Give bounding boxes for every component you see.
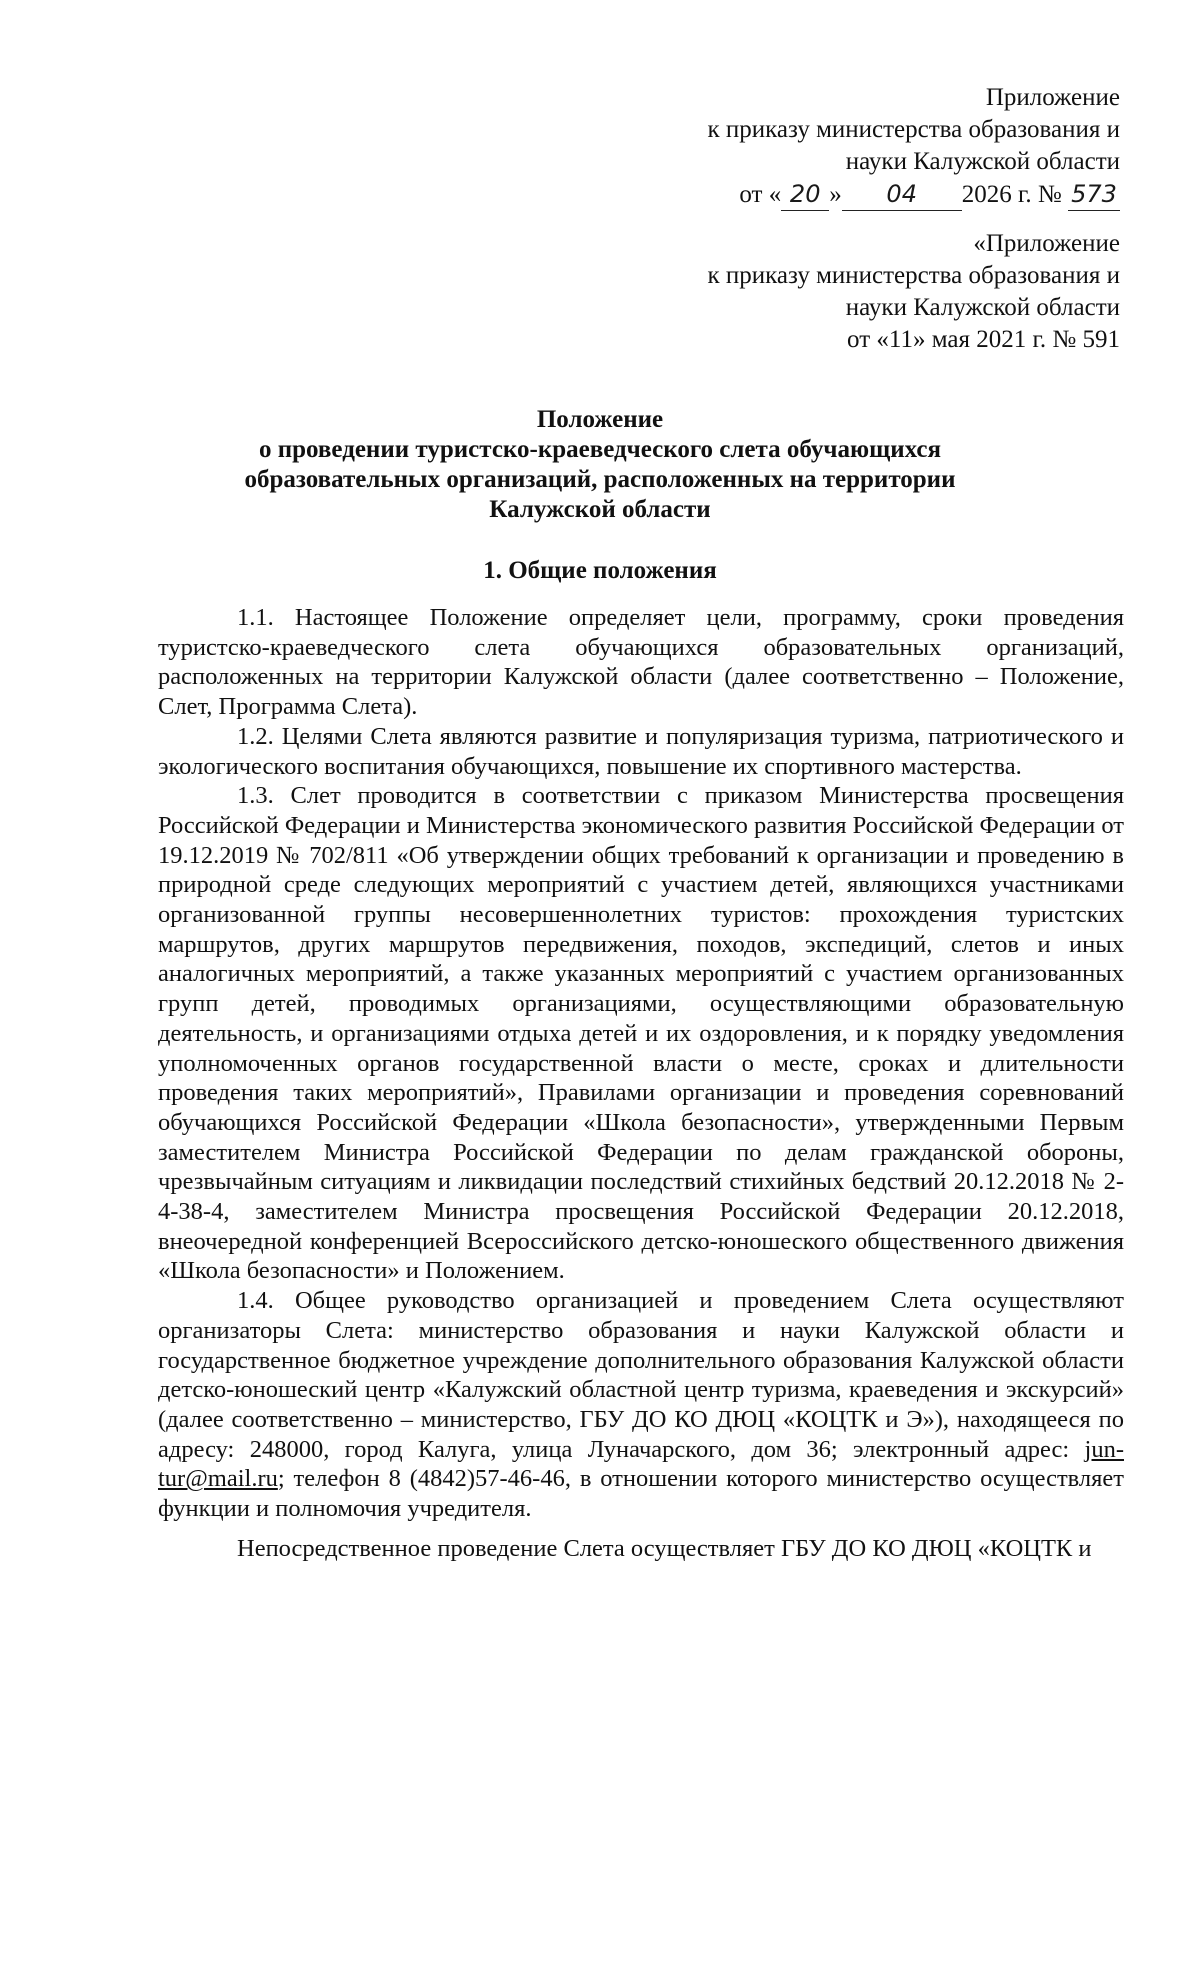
date-year: 2026 г. № [961, 181, 1062, 208]
paragraph-1-4-text-end: ; телефон 8 (4842)57-46-46, в отношении которого министерство осуществляет функции и полномочия учредителя. [158, 1465, 1124, 1523]
appendix-order-line: к приказу министерства образования и [707, 262, 1120, 289]
title-line: о проведении туристско-краеведческого слета обучающихся [258, 436, 942, 463]
appendix-header-previous [707, 228, 1120, 356]
handwritten-order-number: 573 [1068, 178, 1120, 211]
paragraph-1-2: 1.2. Целями Слета являются развитие и популяризация туризма, патриотического и экологического воспитания обучающихся, повышение их спортивного мастерства. [158, 722, 1124, 780]
date-prefix: от « [739, 181, 782, 208]
appendix-label: Приложение [985, 84, 1120, 111]
date-day-suffix: » [829, 181, 842, 208]
paragraph-last: Непосредственное проведение Слета осуществляет ГБУ ДО КО ДЮЦ «КОЦТК и [237, 1534, 1092, 1562]
title-line: Положение [536, 406, 664, 433]
appendix-header-current [707, 82, 1120, 211]
title-line: образовательных организаций, расположенных на территории [244, 466, 956, 493]
paragraph-1-4 [158, 1286, 1124, 1524]
document-title [0, 405, 1200, 525]
paragraph-1-4-text: 1.4. Общее руководство организацией и проведением Слета осуществляют организаторы Слета: министерство образования и науки Калужской области и государственное бюджетное учреждение дополнительного образования Калужской области детско-юношеский центр «Калужский областной центр туризма, краеведения и экскурсий» (далее соответственно – министерство, ГБУ ДО КО ДЮЦ «КОЦТК и Э»), находящееся по адресу: 248000, город Калуга, улица Луначарского, дом 36; электронный адрес: [158, 1287, 1124, 1463]
appendix-date-line: от «11» мая 2021 г. № 591 [847, 326, 1120, 353]
appendix-ministry-line: науки Калужской области [845, 294, 1120, 321]
email-link[interactable]: jun-tur@mail.ru [158, 1435, 1124, 1493]
appendix-order-line: к приказу министерства образования и [707, 116, 1120, 143]
section-heading: 1. Общие положения [483, 557, 717, 584]
title-line: Калужской области [489, 496, 711, 523]
handwritten-month: 04 [842, 178, 962, 211]
appendix-date-line [707, 178, 1120, 211]
paragraph-1-1: 1.1. Настоящее Положение определяет цели, программу, сроки проведения туристско-краеведческого слета обучающихся образовательных организаций, расположенных на территории Калужской области (далее соответственно – Положение, Слет, Программа Слета). [158, 604, 1124, 721]
paragraph-1-3: 1.3. Слет проводится в соответствии с приказом Министерства просвещения Российской Федерации и Министерства экономического развития Российской Федерации от 19.12.2019 № 702/811 «Об утверждении общих требований к организации и проведению в природной среде следующих мероприятий с участием детей, являющихся участниками организованной группы несовершеннолетних туристов: прохождения туристских маршрутов, других маршрутов передвижения, походов, экспедиций, слетов и иных аналогичных мероприятий, а также указанных мероприятий с участием организованных групп детей, проводимых организациями, осуществляющими образовательную деятельность, и организациями отдыха детей и их оздоровления, и к порядку уведомления уполномоченных органов государственной власти о месте, сроках и длительности проведения таких мероприятий», Правилами организации и проведения соревнований обучающихся Российской Федерации «Школа безопасности», утвержденными Первым заместителем Министра Российской Федерации по делам гражданской обороны, чрезвычайным ситуациям и ликвидации последствий стихийных бедствий 20.12.2018 № 2-4-38-4, заместителем Министра просвещения Российской Федерации 20.12.2018, внеочередной конференцией Всероссийского детско-юношеского общественного движения «Школа безопасности» и Положением. [158, 782, 1124, 1285]
appendix-ministry-line: науки Калужской области [845, 148, 1120, 175]
handwritten-day: 20 [781, 178, 829, 211]
appendix-label: «Приложение [973, 230, 1120, 257]
document-body [158, 603, 1124, 1564]
